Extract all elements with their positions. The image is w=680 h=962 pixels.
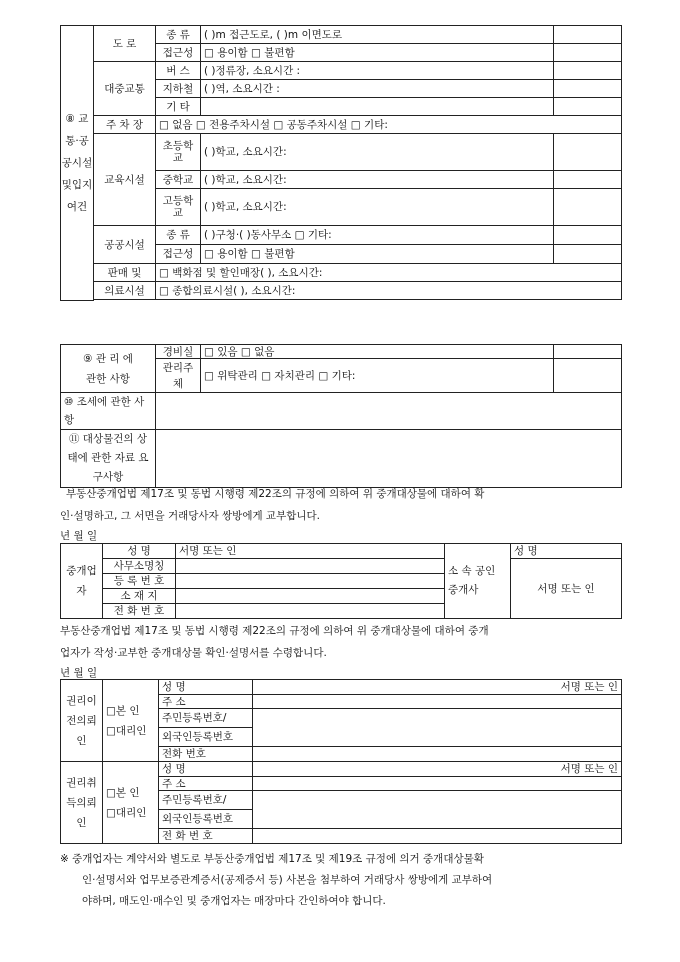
footnote — [60, 849, 630, 912]
bus-label: 버 스 — [156, 62, 201, 80]
high-school-value[interactable]: ( )학교, 소요시간: — [201, 189, 554, 226]
transit-etc-value[interactable] — [201, 98, 554, 116]
public-access-value[interactable]: □ 용이함 □ 불편함 — [201, 245, 554, 264]
medical-label: 의료시설 — [94, 282, 156, 300]
mgmt-value[interactable]: □ 위탁관리 □ 자치관리 □ 기타: — [201, 359, 554, 393]
education-label: 교육시설 — [94, 134, 156, 226]
parking-value[interactable]: □ 없음 □ 전용주차시설 □ 공동주차시설 □ 기타: — [156, 116, 622, 134]
transferor-id-label1: 주민등록번호/ — [159, 709, 253, 728]
broker-phone-label: 전 화 번 호 — [103, 604, 176, 619]
broker-office-label: 사무소명칭 — [103, 559, 176, 574]
acquirer-id-label2: 외국인등록번호 — [159, 810, 253, 829]
broker-name-label: 성 명 — [103, 544, 176, 559]
guard-label: 경비실 — [156, 345, 201, 359]
acquirer-sign-label[interactable]: 서명 또는 인 — [253, 762, 622, 777]
property-info-table — [60, 25, 622, 301]
guard-value[interactable]: □ 있음 □ 없음 — [201, 345, 554, 359]
transferor-proxy-checkbox[interactable]: □대리인 — [106, 724, 147, 737]
transferor-table — [60, 679, 622, 762]
acquirer-type — [103, 762, 159, 844]
public-access-label: 접근성 — [156, 245, 201, 264]
road-access-value[interactable]: □ 용이함 □ 불편함 — [201, 44, 554, 62]
road-access-label: 접근성 — [156, 44, 201, 62]
footnote-line1: ※ 중개업자는 계약서와 별도로 부동산중개업법 제17조 및 제19조 규정에 의거 중개대상물확 — [60, 853, 484, 865]
broker-addr-value[interactable] — [176, 589, 445, 604]
statement1-line1: 부동산중개업법 제17조 및 동법 시행령 제22조의 규정에 의하여 위 중개대상물에 대하여 확 — [66, 488, 485, 500]
broker-sign-label[interactable]: 서명 또는 인 — [176, 544, 445, 559]
acquirer-table — [60, 761, 622, 844]
transferor-id-value[interactable] — [253, 709, 622, 747]
broker-phone-value[interactable] — [176, 604, 445, 619]
elementary-value[interactable]: ( )학교, 소요시간: — [201, 134, 554, 171]
middle-school-label: 중학교 — [156, 171, 201, 189]
acquirer-addr-value[interactable] — [253, 777, 622, 791]
agent-label: 소 속 공인 중개사 — [445, 544, 511, 619]
transferor-phone-value[interactable] — [253, 747, 622, 762]
public-facility-label: 공공시설 — [94, 226, 156, 264]
transferor-sign-label[interactable]: 서명 또는 인 — [253, 680, 622, 695]
acquirer-id-value[interactable] — [253, 791, 622, 829]
broker-reg-value[interactable] — [176, 574, 445, 589]
agent-name-label: 성 명 — [511, 544, 622, 559]
section10-label: ⑩ 조세에 관한 사항 — [61, 393, 156, 430]
management-table — [60, 344, 622, 488]
medical-value[interactable]: □ 종합의료시설( ), 소요시간: — [156, 282, 622, 300]
acquirer-name-label: 성 명 — [159, 762, 253, 777]
high-school-label: 고등학교 — [156, 189, 201, 226]
acquirer-phone-value[interactable] — [253, 829, 622, 844]
transferor-addr-label: 주 소 — [159, 695, 253, 709]
section9-label: ⑨ 관 리 에 관한 사항 — [61, 345, 156, 393]
statement1-line2: 인·설명하고, 그 서면을 거래당사자 쌍방에게 교부합니다. — [60, 510, 320, 522]
sales-label: 판매 및 — [94, 264, 156, 282]
mgmt-label: 관리주체 — [156, 359, 201, 393]
public-type-value[interactable]: ( )구청·( )동사무소 □ 기타: — [201, 226, 554, 245]
broker-office-value[interactable] — [176, 559, 445, 574]
date1: 년 월 일 — [60, 530, 98, 542]
acquirer-proxy-checkbox[interactable]: □대리인 — [106, 806, 147, 819]
section11-label: ⑪ 대상물건의 상태에 관한 자료 요구사항 — [61, 430, 156, 488]
public-type-label: 종 류 — [156, 226, 201, 245]
section11-value[interactable] — [156, 430, 622, 488]
statement2-line1: 부동산중개업법 제17조 및 동법 시행령 제22조의 규정에 의하여 위 중개대상물에 대하여 중개 — [60, 625, 489, 637]
sales-value[interactable]: □ 백화점 및 할인매장( ), 소요시간: — [156, 264, 622, 282]
subway-label: 지하철 — [156, 80, 201, 98]
road-type-label: 종 류 — [156, 26, 201, 44]
road-type-value[interactable]: ( )m 접근도로, ( )m 이면도로 — [201, 26, 554, 44]
footnote-line2: 인·설명서와 업무보증관계증서(공제증서 등) 사본을 첨부하여 거래당사 쌍방에게 교부하여 — [82, 874, 493, 886]
transferor-addr-value[interactable] — [253, 695, 622, 709]
transferor-phone-label: 전화 번호 — [159, 747, 253, 762]
transferor-label: 권리이전의뢰인 — [61, 680, 103, 762]
statement2-line2: 업자가 작성·교부한 중개대상물 확인·설명서를 수령합니다. — [60, 647, 327, 659]
acquirer-id-label1: 주민등록번호/ — [159, 791, 253, 810]
subway-value[interactable]: ( )역, 소요시간 : — [201, 80, 554, 98]
broker-label: 중개업자 — [61, 544, 103, 619]
section8-label: ⑧ 교통·공공시설및입지여건 — [61, 26, 94, 301]
road-label: 도 로 — [94, 26, 156, 62]
elementary-label: 초등학교 — [156, 134, 201, 171]
transferor-type — [103, 680, 159, 762]
middle-school-value[interactable]: ( )학교, 소요시간: — [201, 171, 554, 189]
bus-value[interactable]: ( )정류장, 소요시간 : — [201, 62, 554, 80]
transferor-name-label: 성 명 — [159, 680, 253, 695]
acquirer-label: 권리취득의뢰인 — [61, 762, 103, 844]
broker-reg-label: 등 록 번 호 — [103, 574, 176, 589]
footnote-line3: 야하며, 매도인·매수인 및 중개업자는 매장마다 간인하여야 합니다. — [82, 895, 386, 907]
parking-label: 주 차 장 — [94, 116, 156, 134]
acquirer-phone-label: 전 화 번 호 — [159, 829, 253, 844]
section10-value[interactable] — [156, 393, 622, 430]
transferor-self-checkbox[interactable]: □본 인 — [106, 704, 140, 717]
broker-addr-label: 소 재 지 — [103, 589, 176, 604]
acquirer-addr-label: 주 소 — [159, 777, 253, 791]
broker-table — [60, 543, 622, 619]
date2: 년 월 일 — [60, 667, 98, 679]
transferor-id-label2: 외국인등록번호 — [159, 728, 253, 747]
transit-label: 대중교통 — [94, 62, 156, 116]
agent-sign-label[interactable]: 서명 또는 인 — [511, 559, 622, 619]
acquirer-self-checkbox[interactable]: □본 인 — [106, 786, 140, 799]
transit-etc-label: 기 타 — [156, 98, 201, 116]
